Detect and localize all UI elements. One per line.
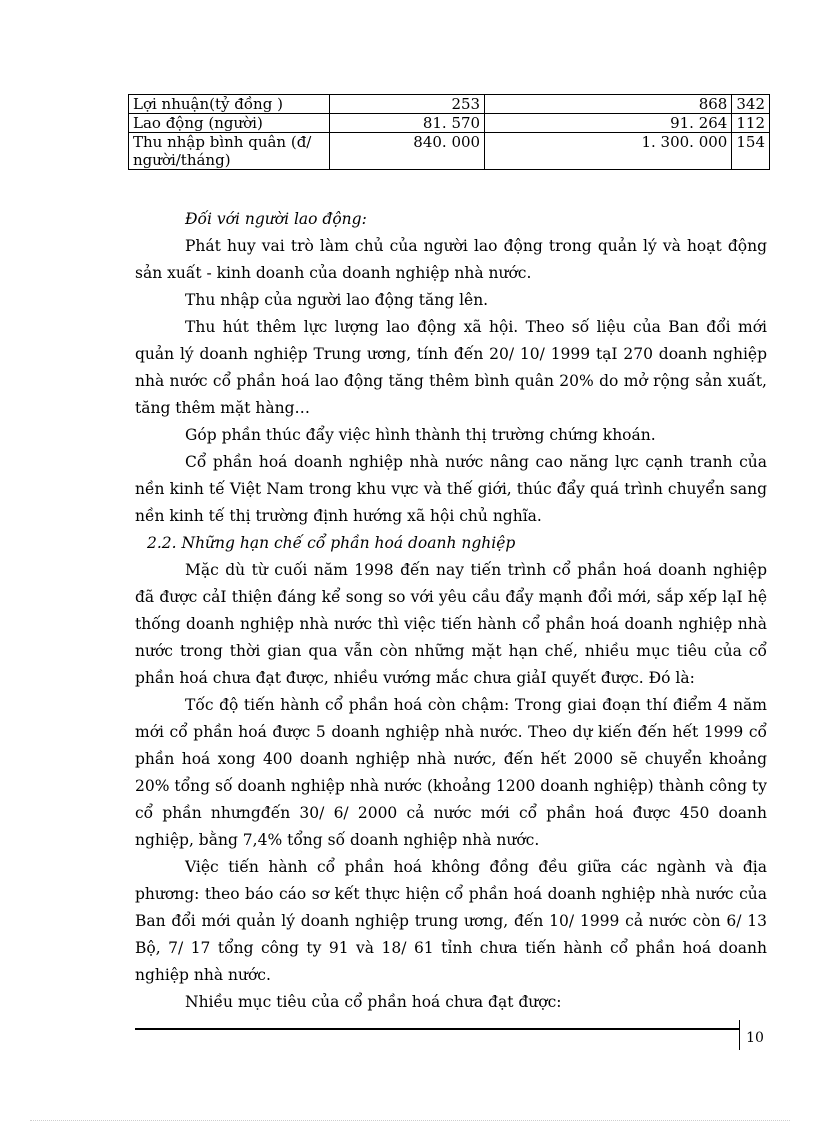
paragraph: Góp phần thúc đẩy việc hình thành thị trường chứng khoán. (185, 426, 656, 444)
value-cell: 112 (732, 114, 770, 133)
paragraph: Mặc dù từ cuối năm 1998 đến nay tiến trình cổ phần hoá doanh nghiệp đã được cảI thiện đáng kể song so với yêu cầu đẩy mạnh đổi mới, sắp xếp lạI hệ thống doanh nghiệp nhà nước thì việc tiến hành cổ phần hoá doanh nghiệp nhà nước trong thời gian qua vẫn còn những mặt hạn chế, nhiều mục tiêu của cổ phần hoá chưa đạt được, nhiều vướng mắc chưa giảI quyết được. Đó là: (135, 561, 767, 687)
paragraph: Nhiều mục tiêu của cổ phần hoá chưa đạt được: (185, 993, 562, 1011)
body-text (135, 206, 767, 1016)
row-label: Lợi nhuận(tỷ đồng ) (129, 95, 330, 114)
table-row (129, 114, 770, 133)
value-cell: 868 (485, 95, 732, 114)
value-cell: 154 (732, 133, 770, 170)
table-row (129, 133, 770, 170)
row-label: Lao động (người) (129, 114, 330, 133)
subheading: Đối với người lao động: (185, 210, 367, 228)
paragraph: Cổ phần hoá doanh nghiệp nhà nước nâng cao năng lực cạnh tranh của nền kinh tế Việt Nam trong khu vực và thế giới, thúc đẩy quá trình chuyển sang nền kinh tế thị trường định hướng xã hội chủ nghĩa. (135, 453, 767, 525)
paragraph: Tốc độ tiến hành cổ phần hoá còn chậm: Trong giai đoạn thí điểm 4 năm mới cổ phần hoá được 5 doanh nghiệp nhà nước. Theo dự kiến đến hết 1999 cổ phần hoá xong 400 doanh nghiệp nhà nước, đến hết 2000 sẽ chuyển khoảng 20% tổng số doanh nghiệp nhà nước (khoảng 1200 doanh nghiệp) thành công ty cổ phần nhưngđến 30/ 6/ 2000 cả nước mới cổ phần hoá được 450 doanh nghiệp, bằng 7,4% tổng số doanh nghiệp nhà nước. (135, 696, 767, 849)
section-heading: 2.2. Những hạn chế cổ phần hoá doanh nghiệp (147, 534, 516, 552)
paragraph: Thu hút thêm lực lượng lao động xã hội. Theo số liệu của Ban đổi mới quản lý doanh nghiệp Trung ương, tính đến 20/ 10/ 1999 tạI 270 doanh nghiệp nhà nước cổ phần hoá lao động tăng thêm bình quân 20% do mở rộng sản xuất, tăng thêm mặt hàng… (135, 318, 767, 417)
page-number: 10 (746, 1030, 764, 1046)
value-cell: 1. 300. 000 (485, 133, 732, 170)
value-cell: 81. 570 (329, 114, 485, 133)
paragraph: Thu nhập của người lao động tăng lên. (185, 291, 489, 309)
paragraph: Phát huy vai trò làm chủ của người lao động trong quản lý và hoạt động sản xuất - kinh doanh của doanh nghiệp nhà nước. (135, 237, 767, 282)
table-row (129, 95, 770, 114)
row-label: Thu nhập bình quân (đ/ người/tháng) (129, 133, 330, 170)
value-cell: 342 (732, 95, 770, 114)
value-cell: 91. 264 (485, 114, 732, 133)
paragraph: Việc tiến hành cổ phần hoá không đồng đều giữa các ngành và địa phương: theo báo cáo sơ kết thực hiện cổ phần hoá doanh nghiệp nhà nước của Ban đổi mới quản lý doanh nghiệp trung ương, đến 10/ 1999 cả nước còn 6/ 13 Bộ, 7/ 17 tổng công ty 91 và 18/ 61 tỉnh chưa tiến hành cổ phần hoá doanh nghiệp nhà nước. (135, 858, 767, 984)
footer-rule (135, 1028, 739, 1030)
value-cell: 840. 000 (329, 133, 485, 170)
statistics-table (128, 94, 770, 170)
page-edge-dots (30, 1120, 790, 1121)
value-cell: 253 (329, 95, 485, 114)
